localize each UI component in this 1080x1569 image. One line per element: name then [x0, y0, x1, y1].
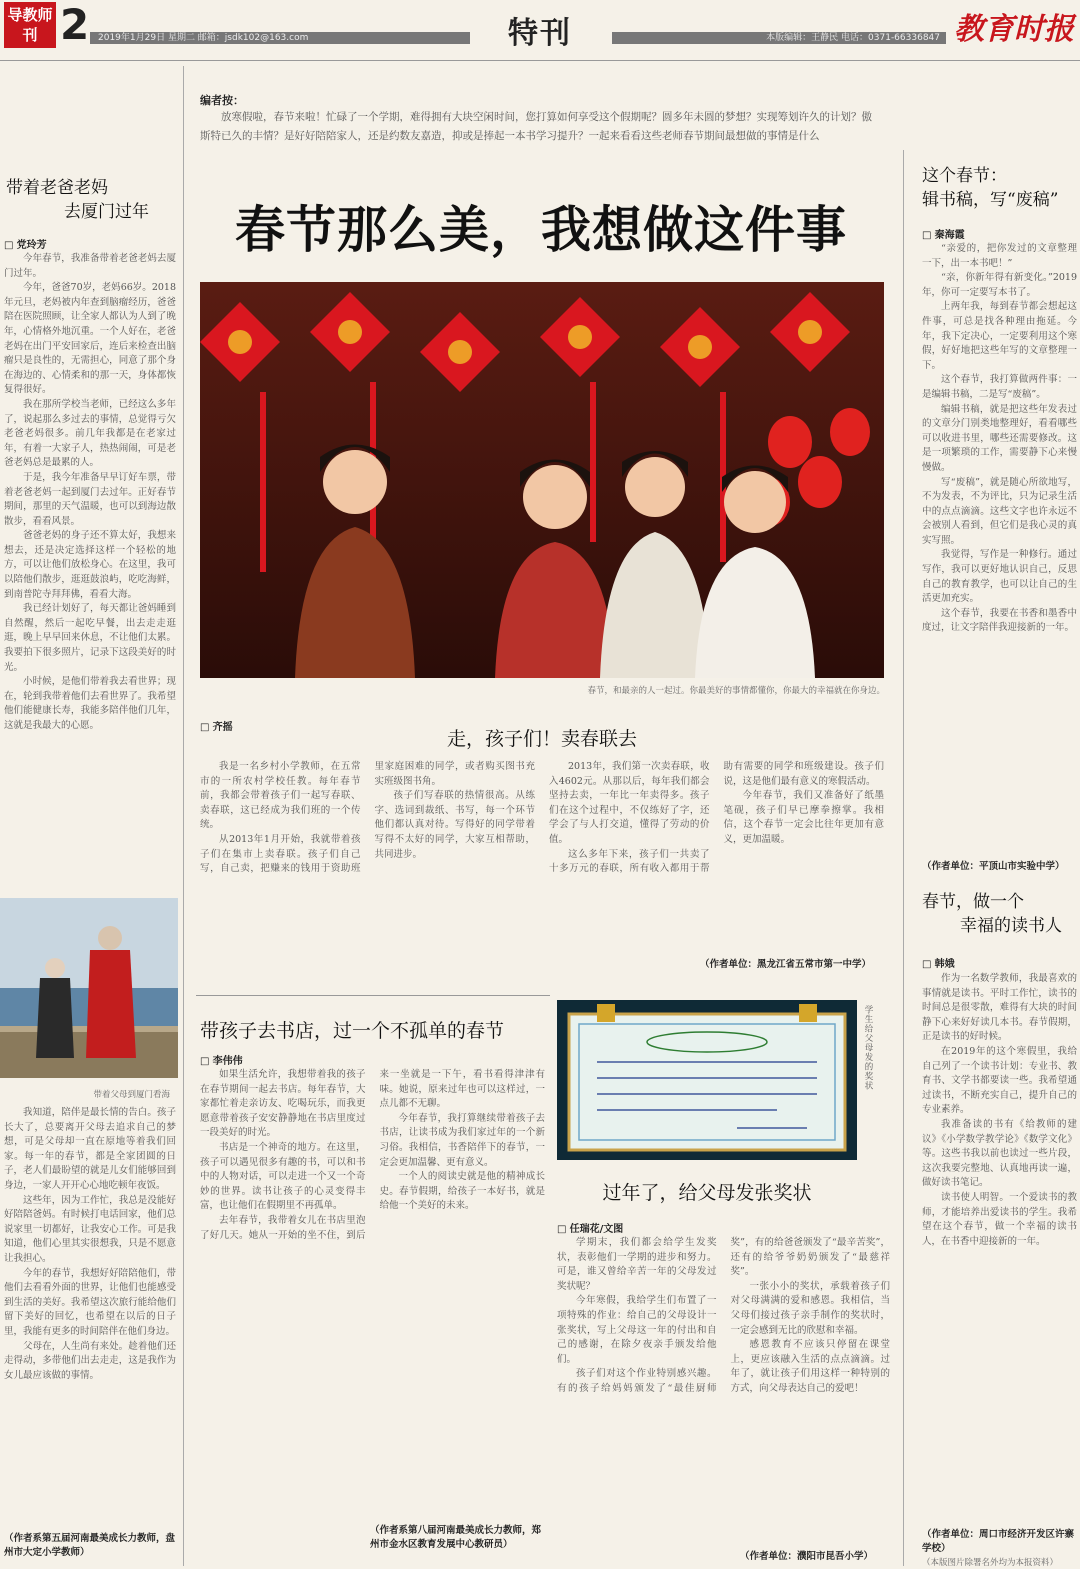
article-author: □ 秦海霞 — [922, 226, 965, 241]
article-body — [200, 1068, 545, 1543]
editor-line: 本版编辑：王静民 电话：0371-66336847 — [766, 33, 940, 43]
article-paragraph: 编辑书稿，就是把这些年发表过的文章分门别类地整理好，看看哪些可以收进书里，哪些还需要修改。这是一项繁琐的工作，需要静下心来慢慢做。 — [922, 403, 1077, 473]
title-line-1: 这个春节： — [922, 166, 1007, 186]
elderly-couple-photo — [0, 898, 178, 1078]
article-paragraph: 小时候，是他们带着我去看世界；现在，轮到我带着他们去看世界了。我希望他们能健康长寿，我能多陪伴他们几年，这就是我最大的心愿。 — [4, 676, 176, 731]
article-paragraph: 在2019年的这个寒假里，我给自己列了一个读书计划：专业书、教育书、文学书都要读一些。我希望通过读书，不断充实自己，提升自己的专业素养。 — [922, 1045, 1077, 1116]
title-line-1: 带着老爸老妈 — [6, 178, 108, 198]
article-paragraph: “亲爱的，把你发过的文章整理一下，出一本书吧！” — [922, 243, 1077, 269]
article-title — [6, 176, 176, 224]
article-body-continued — [4, 1106, 176, 1531]
article-paragraph: 从2013年1月开始，我就带着孩子们在集市上卖春联。孩子们自己写，自己卖，把赚来的钱用于资助班里家庭困难的同学，或者购买图书充实班级图书角。 — [200, 761, 535, 875]
date-line: 2019年1月29日 星期二 邮箱：jsdk102@163.com — [98, 33, 309, 43]
article-paragraph: 作为一名数学教师，我最喜欢的事情就是读书。平时工作忙，读书的时间总是很零散，难得有大块的时间静下心来好好读几本书。春节假期，正是读书的好时候。 — [922, 973, 1077, 1043]
right-column-rule — [903, 150, 904, 1566]
article-title: 过年了，给父母发张奖状 — [602, 1182, 812, 1204]
article-paragraph: 一张小小的奖状，承载着孩子们对父母满满的爱和感恩。我相信，当父母们接过孩子亲手制作的奖状时，一定会感到无比的欣慰和幸福。 — [730, 1280, 890, 1336]
article-paragraph: 一个人的阅读史就是他的精神成长史。春节假期，给孩子一本好书，就是给他一个美好的未来。 — [379, 1171, 545, 1212]
article-title: 带孩子去书店，过一个不孤单的春节 — [200, 1020, 505, 1042]
article-author: □ 韩娥 — [922, 955, 955, 970]
article-byline: （作者系第五届河南最美成长力教师，盘州市大定小学教师） — [4, 1533, 176, 1558]
article-paragraph: 孩子们对这个作业特别感兴趣。有的孩子给妈妈颁发了“最佳厨师奖”，有的给爸爸颁发了“最辛苦奖”，还有的给爷爷奶奶颁发了“最慈祥奖”。 — [557, 1237, 890, 1394]
article-paragraph: 今年春节，我们又准备好了纸墨笔砚，孩子们早已摩拳擦掌。我相信，这个春节一定会比往年更加有意义，更加温暖。 — [723, 790, 884, 845]
article-author: □ 李伟伟 — [200, 1052, 243, 1067]
article-paragraph: 这些年，因为工作忙，我总是没能好好陪陪爸妈。有时候打电话回家，他们总说家里一切都好，让我安心工作。可是我知道，他们心里其实很想我，只是不愿意让我担心。 — [4, 1194, 176, 1264]
page-number: 2 — [60, 0, 90, 49]
newspaper-logo: 导教师刊 — [4, 2, 56, 48]
article-paragraph: 书店是一个神奇的地方。在这里，孩子可以遇见很多有趣的书，可以和书中的人物对话，可以走进一个又一个奇妙的世界。读书让孩子的心灵变得丰富，也让他们在假期里不再孤单。 — [200, 1141, 366, 1212]
article-paragraph: 我觉得，写作是一种修行。通过写作，我可以更好地认识自己，反思自己的教育教学，也可以让自己的生活更加充实。 — [922, 549, 1077, 605]
article-paragraph: 如果生活允许，我想带着我的孩子在春节期间一起去书店。每年春节，大家都忙着走亲访友、吃喝玩乐，而我更愿意带着孩子安安静静地在书店里度过一段美好的时光。 — [200, 1069, 366, 1139]
article-byline: （作者单位：濮阳市昆吾小学） — [740, 1551, 874, 1562]
article-title — [922, 890, 1078, 938]
left-column-rule — [183, 66, 184, 1566]
article-byline: （作者系第八届河南最美成长力教师，郑州市金水区教育发展中心教研员） — [370, 1525, 542, 1550]
article-author: □ 党玲芳 — [4, 236, 47, 251]
article-byline: （作者单位：平顶山市实验中学） — [922, 861, 1065, 872]
article-paragraph: 上两年我，每到春节都会想起这件事，可总是找各种理由拖延。今年，我下定决心，一定要利用这个寒假，好好地把这些年写的文章整理一下。 — [922, 301, 1077, 371]
article-paragraph: 今年，爸爸70岁，老妈66岁。2018年元旦，老妈被内年查到脑瘤经历，爸爸陪在医院照顾，让全家人都认为人到了晚年，心情格外地沉重。一个人好在，老爸老妈在出门平安回家后，连后来检查出脑瘤只是良性的，无需担心，同意了那个身在海边的、心情柔和的那一天，身体都恢复得很好。 — [4, 282, 176, 396]
article-paragraph: “亲，你新年得有新变化。”2019年，你可一定要写本书了。 — [922, 272, 1077, 298]
editor-bar — [612, 32, 946, 44]
date-bar — [90, 32, 470, 44]
article-paragraph: 于是，我今年准备早早订好车票，带着老爸老妈一起到厦门去过年。正好春节期间，那里的天气温暖，也可以到海边散散步，看看风景。 — [4, 471, 176, 527]
main-photo-illustration — [200, 282, 884, 678]
article-paragraph: 今年寒假，我给学生们布置了一项特殊的作业：给自己的父母设计一张奖状，写上父母这一年的付出和自己的感谢，在除夕夜亲手颁发给他们。 — [557, 1295, 717, 1365]
article-paragraph: 这个春节，我打算做两件事：一是编辑书稿，二是写“废稿”。 — [922, 374, 1077, 400]
article-paragraph: 我知道，陪伴是最长情的告白。孩子长大了，总要离开父母去追求自己的梦想，可是父母却一直在原地等着我们回家。每一年的春节，都是全家团圆的日子，老人们最盼望的就是儿女们能够回到身边，一家人开开心心地吃顿年夜饭。 — [4, 1107, 176, 1191]
article-paragraph: 感恩教育不应该只停留在课堂上，更应该融入生活的点点滴滴。过年了，就让孩子们用这样一种特别的方式，向父母表达自己的爱吧！ — [730, 1339, 890, 1394]
article-body — [922, 972, 1077, 1527]
article-paragraph: 我已经计划好了，每天都让爸妈睡到自然醒，然后一起吃早餐，出去走走逛逛，晚上早早回来休息，不让他们太累。我要拍下很多照片，记录下这段美好的时光。 — [4, 603, 176, 673]
title-line-2: 辑书稿，写“废稿” — [922, 190, 1059, 210]
article-paragraph: 爸爸老妈的身子还不算太好，我想来想去，还是决定选择这样一个轻松的地方，可以让他们放松身心。在这里，我可以陪他们散步，逛逛鼓浪屿，吃吃海鲜，到南普陀寺拜拜佛，看看大海。 — [4, 530, 176, 600]
article-body — [557, 1236, 890, 1544]
main-photo-caption: 春节，和最亲的人一起过。你最美好的事情都懂你，你最大的幸福就在你身边。 — [587, 686, 885, 696]
article-paragraph: 我在那所学校当老师，已经这么多年了，说起那么多过去的事情，总觉得亏欠老爸老妈很多。前几年我都是在老家过年，有着一大家子人，热热闹闹，可是老爸老妈总是最累的人。 — [4, 398, 176, 469]
article-byline: （作者单位：周口市经济开发区许寨学校） — [922, 1529, 1075, 1554]
article-title — [922, 164, 1078, 212]
article-paragraph: 今年的春节，我想好好陪陪他们，带他们去看看外面的世界，让他们也能感受到生活的美好。我希望这次旅行能给他们留下美好的回忆，也希望在以后的日子里，我能有更多的时间陪伴在他们身边。 — [4, 1267, 176, 1337]
title-line-2: 去厦门过年 — [64, 202, 149, 222]
photo-credit: （本版图片除署名外均为本报资料） — [922, 1558, 1059, 1568]
certificate-caption: 学生给父母发的奖状 — [863, 1005, 873, 1091]
header-rule — [0, 60, 1080, 61]
article-paragraph: 这个春节，我要在书香和墨香中度过，让文字陪伴我迎接新的一年。 — [922, 607, 1077, 634]
masthead: 教育时报 — [954, 12, 1074, 47]
article-body — [200, 760, 884, 970]
article-author: □ 任瑞花/文图 — [557, 1220, 623, 1235]
article-body — [922, 242, 1077, 862]
editor-note-text: 放寒假啦，春节来啦！忙碌了一个学期，难得拥有大块空闲时间，您打算如何享受这个假期呢？圆多年未圆的梦想？实现筹划许久的计划？傲斯特已久的丰情？是好好陪陪家人，还是约数友嘉造，抑或是捧起一本书学习提升？一起来看看这些老师春节期间最想做的事情是什么 — [200, 111, 872, 142]
title-line-2: 幸福的读书人 — [960, 916, 1062, 936]
article-paragraph: 读书使人明智。一个爱读书的教师，才能培养出爱读书的学生。我希望在这个春节，做一个幸福的读书人，在书香中迎接新的一年。 — [922, 1191, 1077, 1247]
certificate-photo — [557, 1000, 857, 1160]
article-author: □ 齐摇 — [200, 718, 233, 733]
article-paragraph: 去年春节，我带着女儿在书店里泡了好几天。她从一开始的坐不住，到后来一坐就是一下午，看书看得津津有味。她说，原来过年也可以这样过，一点儿都不无聊。 — [200, 1069, 545, 1241]
elderly-photo-caption: 带着父母到厦门看海 — [93, 1090, 170, 1100]
article-paragraph: 我是一名乡村小学教师，在五常市的一所农村学校任教。每年春节前，我都会带着孩子们一起写春联、卖春联，这已经成为我们班的一个传统。 — [200, 761, 361, 831]
certificate-illustration — [557, 1000, 857, 1160]
title-line-1: 春节，做一个 — [922, 892, 1024, 912]
article-paragraph: 这么多年下来，孩子们一共卖了十多万元的春联，所有收入都用于帮助有需要的同学和班级建设。孩子们说，这是他们最有意义的寒假活动。 — [549, 761, 884, 875]
article-paragraph: 今年春节，我打算继续带着孩子去书店，让读书成为我们家过年的一个新习俗。我相信，书香陪伴下的春节，一定会更加温馨、更有意义。 — [379, 1112, 545, 1168]
article-paragraph: 学期末，我们都会给学生发奖状，表彰他们一学期的进步和努力。可是，谁又曾给辛苦一年的父母发过奖状呢？ — [557, 1237, 717, 1292]
editor-note-label: 编者按： — [200, 94, 244, 107]
page-headline: 春节那么美，我想做这件事 — [235, 200, 847, 259]
article-paragraph: 今年春节，我准备带着老爸老妈去厦门过年。 — [4, 253, 176, 279]
article-title: 走，孩子们！卖春联去 — [446, 728, 637, 750]
section-divider — [196, 995, 550, 996]
article-body — [4, 252, 176, 892]
article-paragraph: 2013年，我们第一次卖春联，收入4602元。从那以后，每年我们都会坚持去卖，一年比一年卖得多。孩子们在这个过程中，不仅练好了字，还学会了与人打交道，懂得了劳动的价值。 — [549, 761, 710, 845]
article-paragraph: 写“废稿”，就是随心所欲地写，不为发表，不为评比，只为记录生活中的点点滴滴。这些文字也许永远不会被别人看到，但它们是我心灵的真实写照。 — [922, 476, 1077, 546]
article-paragraph: 孩子们写春联的热情很高。从练字、选词到裁纸、书写，每一个环节他们都认真对待。写得好的同学带着写得不太好的同学，大家互相帮助，共同进步。 — [374, 790, 535, 860]
main-photo — [200, 282, 884, 678]
article-paragraph: 父母在，人生尚有来处。趁着他们还走得动，多带他们出去走走，这是我作为女儿最应该做的事情。 — [4, 1340, 176, 1381]
article-paragraph: 我准备读的书有《给教师的建议》《小学数学教学论》《数学文化》等。这些书我以前也读过一些片段，这次我要完整地、认真地再读一遍，做好读书笔记。 — [922, 1118, 1077, 1189]
article-byline: （作者单位：黑龙江省五常市第一中学） — [700, 959, 872, 970]
section-title: 特刊 — [508, 16, 572, 51]
elderly-couple-illustration — [0, 898, 178, 1078]
